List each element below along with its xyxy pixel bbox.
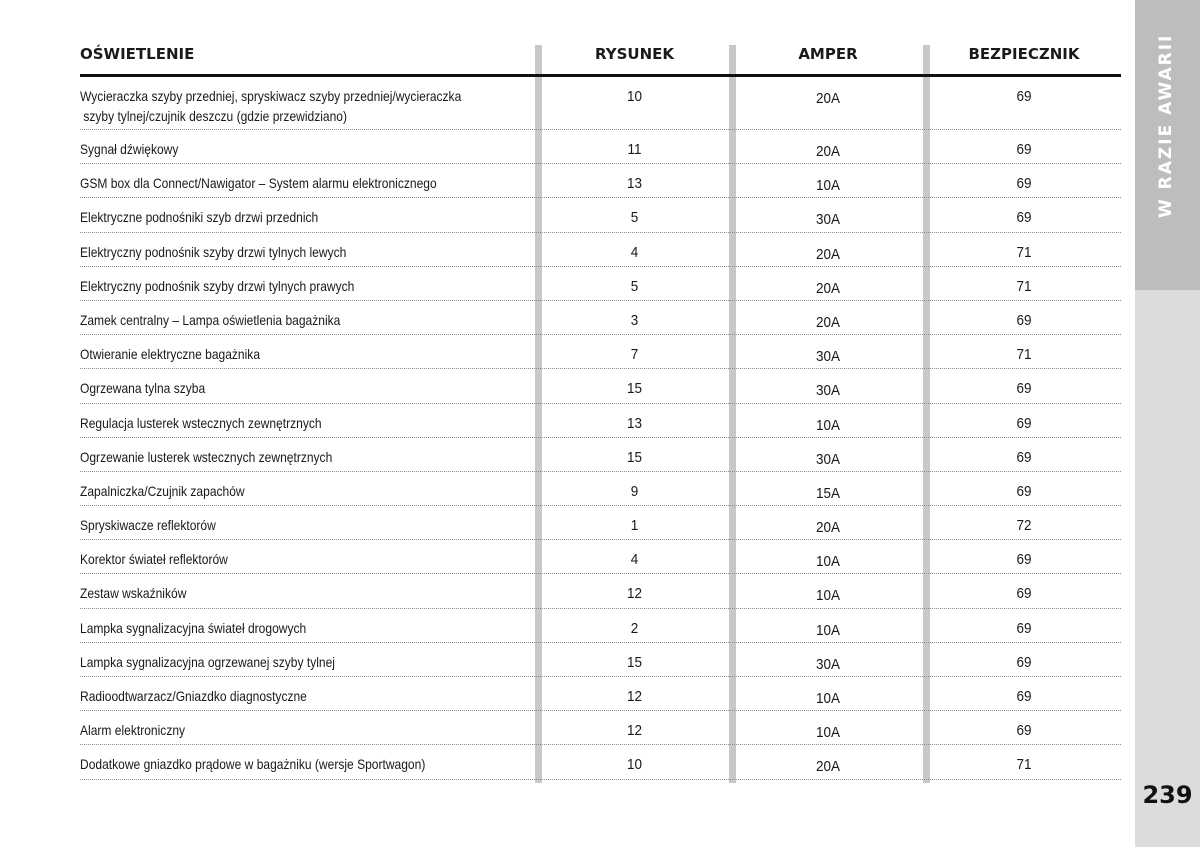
table-row	[80, 164, 1121, 198]
page-number: 239	[1142, 781, 1193, 809]
table-row	[80, 233, 1121, 267]
row-amp: 10A	[815, 724, 841, 742]
row-fuse: 69	[1016, 688, 1032, 705]
row-name: Ogrzewana tylna szyba	[80, 380, 206, 397]
row-amp: 20A	[815, 758, 841, 776]
row-amp: 15A	[815, 484, 841, 502]
row-name: Dodatkowe gniazdko prądowe w bagażniku (wersje Sportwagon)	[80, 756, 426, 773]
row-amp: 10A	[815, 587, 841, 605]
row-amp: 30A	[815, 211, 841, 229]
row-figure: 10	[626, 88, 643, 105]
row-name: Regulacja lusterek wstecznych zewnętrznych	[80, 414, 322, 431]
row-figure: 12	[626, 585, 643, 603]
row-figure: 2	[630, 619, 639, 637]
header-amp: AMPER	[798, 45, 858, 63]
row-fuse: 69	[1016, 448, 1032, 466]
row-figure: 13	[626, 414, 643, 432]
table-row	[80, 335, 1121, 369]
row-amp: 20A	[815, 90, 841, 107]
row-name: Radioodtwarzacz/Gniazdko diagnostyczne	[80, 688, 307, 704]
row-amp: 10A	[815, 690, 841, 707]
row-name	[80, 86, 510, 126]
row-fuse: 71	[1016, 756, 1032, 774]
table-row	[80, 198, 1121, 232]
row-fuse: 72	[1016, 517, 1032, 535]
header-fuse: BEZPIECZNIK	[968, 45, 1080, 63]
table-row	[80, 540, 1121, 574]
table-row	[80, 404, 1121, 438]
row-fuse: 69	[1016, 619, 1032, 637]
row-name: Alarm elektroniczny	[80, 722, 186, 739]
row-figure: 11	[627, 141, 642, 158]
row-amp: 30A	[815, 382, 841, 400]
table-row	[80, 711, 1121, 745]
table-row	[80, 369, 1121, 403]
table-row	[80, 506, 1121, 540]
row-figure: 13	[626, 175, 643, 193]
row-figure: 12	[626, 688, 643, 705]
row-fuse: 69	[1016, 482, 1032, 500]
row-name: Elektryczny podnośnik szyby drzwi tylnych lewych	[80, 243, 347, 260]
row-figure: 9	[630, 482, 639, 500]
row-fuse: 71	[1016, 346, 1032, 364]
row-figure: 15	[626, 380, 643, 398]
row-figure: 5	[630, 209, 639, 227]
table-row	[80, 745, 1121, 779]
row-figure: 15	[626, 653, 643, 671]
row-fuse: 71	[1016, 243, 1032, 261]
row-amp: 10A	[815, 177, 841, 195]
row-fuse: 69	[1016, 175, 1032, 193]
row-name-line: Wycieraczka szyby przedniej, spryskiwacz szyby przedniej/wycieraczka	[80, 88, 462, 104]
table-row	[80, 574, 1121, 608]
row-figure: 15	[626, 448, 643, 466]
row-fuse: 69	[1016, 722, 1032, 740]
row-amp: 30A	[815, 450, 841, 468]
row-figure: 12	[626, 722, 643, 740]
table-row	[80, 77, 1121, 130]
table-row	[80, 267, 1121, 301]
table-row	[80, 643, 1121, 677]
row-figure: 3	[630, 311, 639, 329]
header-figure: RYSUNEK	[595, 45, 674, 63]
row-amp: 30A	[815, 348, 841, 366]
table-row	[80, 472, 1121, 506]
row-name: Elektryczne podnośniki szyb drzwi przednich	[80, 209, 319, 226]
row-name: GSM box dla Connect/Nawigator – System alarmu elektronicznego	[80, 175, 437, 192]
fuse-table	[80, 45, 1121, 780]
table-row	[80, 609, 1121, 643]
row-name: Korektor świateł reflektorów	[80, 551, 228, 568]
row-amp: 20A	[815, 245, 841, 263]
row-name: Lampka sygnalizacyjna świateł drogowych	[80, 619, 307, 636]
row-figure: 7	[630, 346, 639, 364]
row-fuse: 69	[1016, 88, 1032, 105]
section-label	[1156, 152, 1176, 218]
row-name: Otwieranie elektryczne bagażnika	[80, 346, 261, 363]
header-name: OŚWIETLENIE	[80, 45, 195, 63]
row-fuse: 69	[1016, 653, 1032, 671]
table-row	[80, 677, 1121, 711]
row-amp: 10A	[815, 621, 841, 639]
table-body	[80, 77, 1121, 780]
table-row	[80, 438, 1121, 472]
row-figure: 4	[630, 243, 639, 261]
row-fuse: 69	[1016, 414, 1032, 432]
table-row	[80, 301, 1121, 335]
row-fuse: 69	[1016, 585, 1032, 603]
row-name-line: szyby tylnej/czujnik deszczu (gdzie przewidziano)	[80, 108, 348, 124]
row-fuse: 69	[1016, 551, 1032, 569]
row-figure: 4	[630, 551, 639, 569]
row-name: Spryskiwacze reflektorów	[80, 517, 216, 534]
row-figure: 5	[630, 277, 639, 295]
row-name: Sygnał dźwiękowy	[80, 141, 179, 157]
row-fuse: 69	[1016, 311, 1032, 329]
row-figure: 10	[626, 756, 643, 774]
row-amp: 20A	[815, 143, 841, 160]
row-name: Zamek centralny – Lampa oświetlenia bagażnika	[80, 311, 341, 328]
row-amp: 30A	[815, 655, 841, 673]
row-fuse: 69	[1016, 141, 1032, 158]
row-name: Zapalniczka/Czujnik zapachów	[80, 482, 245, 499]
row-fuse: 69	[1016, 209, 1032, 227]
row-figure: 1	[630, 517, 639, 535]
table-header	[80, 45, 1121, 77]
row-name: Zestaw wskaźników	[80, 585, 187, 602]
table-row	[80, 130, 1121, 164]
row-amp: 10A	[815, 416, 841, 434]
row-amp: 20A	[815, 313, 841, 331]
row-amp: 20A	[815, 519, 841, 537]
row-name: Ogrzewanie lusterek wstecznych zewnętrznych	[80, 448, 333, 465]
row-fuse: 71	[1016, 277, 1032, 295]
row-amp: 10A	[815, 553, 841, 571]
row-name: Lampka sygnalizacyjna ogrzewanej szyby tylnej	[80, 653, 335, 670]
row-fuse: 69	[1016, 380, 1032, 398]
row-amp: 20A	[815, 279, 841, 297]
row-name: Elektryczny podnośnik szyby drzwi tylnych prawych	[80, 277, 355, 294]
